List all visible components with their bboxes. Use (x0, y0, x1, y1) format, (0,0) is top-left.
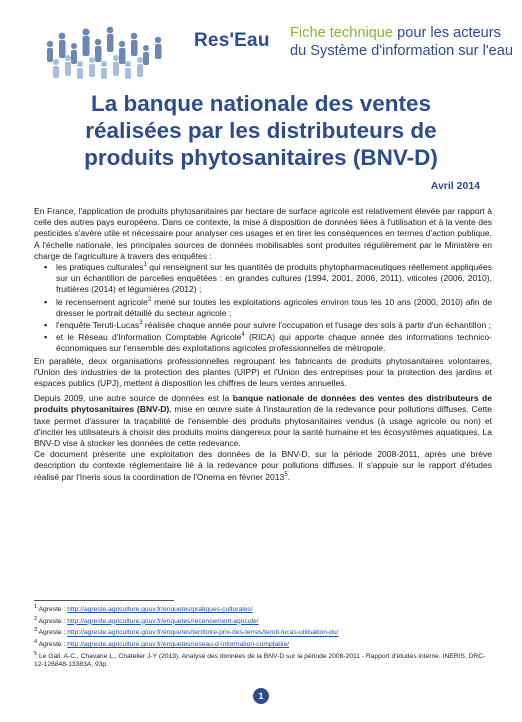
footnote-number: 5 (34, 650, 38, 657)
footnote (34, 615, 492, 627)
footnote-divider (34, 600, 174, 601)
brand-name: Res'Eau (194, 30, 270, 51)
footnote-prefix: Agreste : (37, 606, 68, 614)
paragraph-3-bold: banque nationale de données des ventes des distributeurs de produits phytosanitaires (BNV-D) (34, 393, 492, 415)
footnote (34, 650, 492, 670)
sources-list (34, 262, 492, 355)
page-title: La banque nationale des ventes réalisées par les distributeurs de produits phytosanitaires (BNV-D) (84, 91, 438, 170)
people-logo-icon (40, 22, 188, 80)
footnote-number: 2 (34, 615, 38, 622)
bullet-icon: ▪ (44, 262, 48, 273)
paragraph-4 (34, 449, 492, 483)
tagline-line-2: du Système d'information sur l'eau (290, 43, 513, 59)
tagline-lead: Fiche technique (290, 25, 394, 41)
list-item-lead: le recensement agricole (56, 296, 148, 307)
list-item (46, 332, 492, 354)
footnote (34, 603, 492, 615)
footnote (34, 626, 492, 638)
paragraph-2: En parallèle, deux organisations professionnelles regroupant les fabricants de produits phytosanitaires volontaires, l'Union des industries de la protection des plantes (UIPP) et l'Union des entreprises pour la protection des jardins et espaces publics (UPJ), mettent à disposition les chiffres de leurs ventes annuelles. (34, 355, 492, 389)
list-item-text: réalisée chaque année pour suivre l'occupation et l'usage des sols à partir d'un échantillon ; (142, 320, 491, 331)
list-item (46, 262, 492, 296)
paragraph-4-end: . (287, 471, 291, 482)
footnote-ref[interactable]: 5 (284, 471, 288, 478)
footnote-ref[interactable]: 2 (147, 296, 152, 303)
intro-paragraph: En France, l'application de produits phytosanitaires par hectare de surface agricole est relativement élevée par rapport à celle des autres pays européens. Dans ce contexte, la mise à disposition de données liées à l'utilisation et à la vente des pesticides s'avère utile et nécessaire pour analyser ces usages et en tirer les conséquences en termes d'action publique. A l'échelle nationale, les principales sources de données mobilisables sont produites régulièrement par le Ministère en charge de l'agriculture à travers des enquêtes : (34, 206, 492, 261)
list-item (46, 320, 492, 331)
footnote-prefix: Agreste : (37, 617, 68, 625)
paragraph-3-text-a: Depuis 2009, une autre source de données est la (34, 393, 233, 404)
footnote-number: 4 (34, 638, 38, 645)
tagline-rest: pour les acteurs (393, 25, 501, 41)
list-item-lead: et le Réseau d'Information Comptable Agricole (56, 332, 242, 343)
tagline (290, 24, 513, 60)
list-item-lead: les pratiques culturales (56, 262, 144, 273)
footnote-link[interactable]: http://agreste.agriculture.gouv.fr/enquetes/territoire-prix-des-terres/teruti-lucas-utilisation-du/ (67, 629, 339, 637)
paragraph-4-text: Ce document présente une exploitation des données de la BNV-D, sur la période 2008-2011, après une brève description du contexte réglementaire lié à la redevance pour pollutions diffuses. Il s'appuie sur le rapport d'études réalisé par l'Ineris sous la coordination de l'Onema en février 2013 (34, 449, 492, 482)
publication-date: Avril 2014 (430, 180, 480, 192)
footnote (34, 638, 492, 650)
footnote-text: Le Gall. A-C., Chavane L., Chatelier J-Y (2013). Analyse des données de la BNV-D sur la période 2008-2011 - Rapport d'études interne. INERIS, DRC-12-126848-13383A, 93p. (34, 652, 486, 669)
footnote-ref[interactable]: 4 (241, 332, 245, 339)
footnote-link[interactable]: http://agreste.agriculture.gouv.fr/enquetes/recensement-agricole/ (67, 617, 259, 625)
footnote-number: 3 (34, 627, 38, 634)
paragraph-3 (34, 393, 492, 449)
list-item-text: qui renseignent sur les quantités de produits phytopharmaceutiques réellement appliquées sur un échantillon de parcelles enquêtées : en grandes cultures (1994, 2001, 2006, 2011), viticoles (2006, 2010), fruitières (2014) et légumières (2012) ; (56, 262, 492, 295)
footnotes (34, 603, 492, 670)
footnote-link[interactable]: http://agreste.agriculture.gouv.fr/enquetes/pratiques-culturales/ (67, 606, 253, 614)
footnote-prefix: Agreste : (37, 629, 68, 637)
list-item-text: (RICA) qui apporte chaque année des informations technico-économiques sur l'ensemble des exploitations agricoles professionnelles de métropole. (56, 332, 492, 354)
header (0, 0, 522, 86)
footnote-ref[interactable]: 1 (143, 262, 147, 269)
bullet-icon: ▪ (44, 320, 48, 331)
bullet-icon: ▪ (44, 332, 48, 343)
list-item (46, 297, 492, 319)
list-item-lead: l'enquête Teruti-Lucas (56, 320, 140, 331)
bullet-icon: ▪ (44, 296, 48, 307)
paragraph-3-text-b: , mise en œuvre suite à l'instauration de la redevance pour pollutions diffuses. Cette taxe permet d'assurer la traçabilité de l'ensemble des produits phytosanitaires vendus (à usage agricole ou non) et d'inciter les utilisateurs à choisir des produits moins dangereux pour la santé humaine et les écosystèmes aquatiques. La BNV-D vise à stocker les données de cette redevance. (34, 404, 492, 449)
footnote-number: 1 (34, 604, 38, 610)
footnote-prefix: Agreste : (37, 641, 68, 649)
list-item-text: mené sur toutes les exploitations agricoles environ tous les 10 ans (2000, 2010) afin de dresser le portrait détaillé du secteur agricole ; (56, 296, 492, 318)
footnote-ref[interactable]: 3 (139, 320, 143, 327)
body-text (34, 206, 492, 483)
page-number: 1 (253, 688, 269, 704)
footnote-link[interactable]: http://agreste.agriculture.gouv.fr/enquetes/reseau-d-information-comptable/ (67, 641, 290, 649)
